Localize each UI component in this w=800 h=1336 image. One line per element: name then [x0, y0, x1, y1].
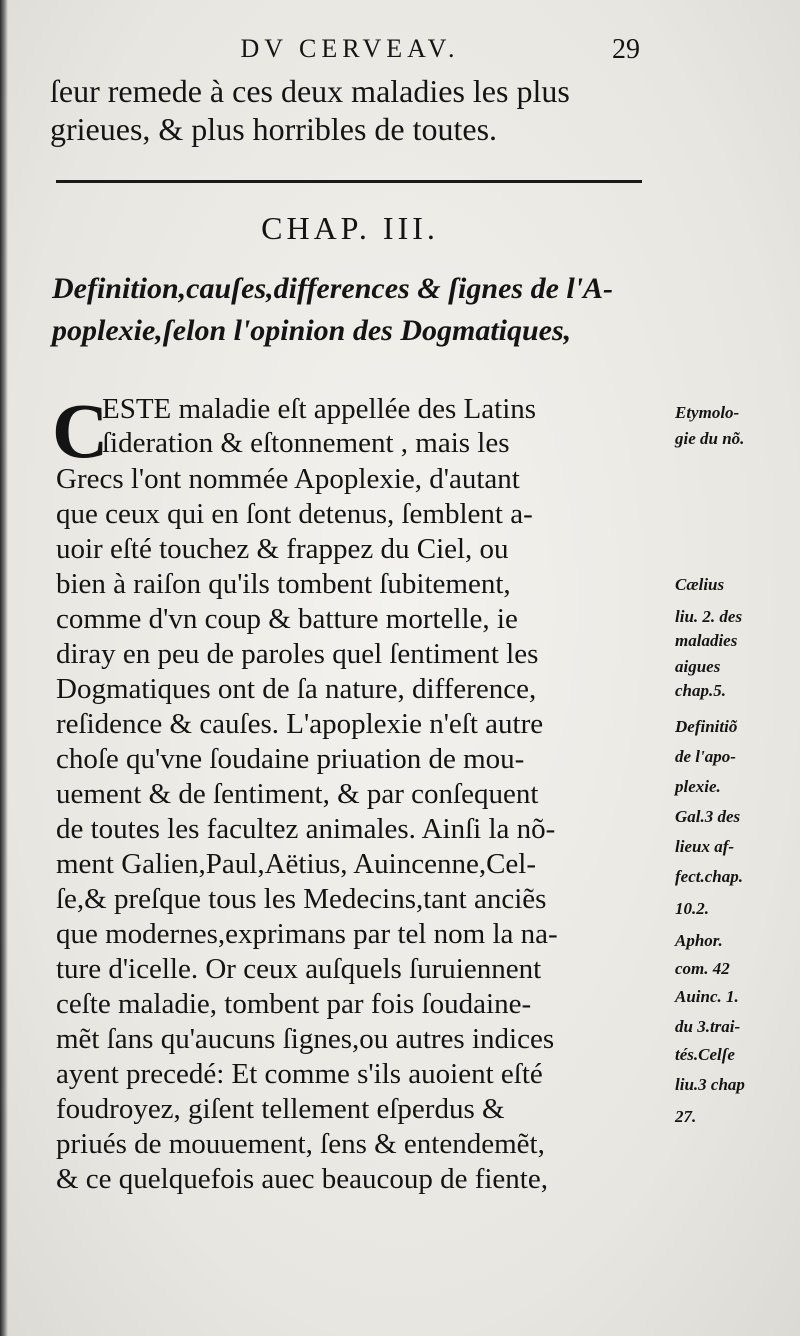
- body-line: Grecs l'ont nommée Apoplexie, d'autant: [56, 463, 520, 495]
- margin-note: com. 42: [675, 959, 730, 978]
- body-line: que ceux qui en ſont detenus, ſemblent a-: [56, 498, 533, 530]
- margin-note: 10.2.: [675, 899, 709, 918]
- body-line: Dogmatiques ont de ſa nature, difference,: [56, 673, 537, 705]
- chapter-heading: CHAP. III.: [261, 210, 439, 246]
- margin-note: Auinc. 1.: [675, 987, 739, 1006]
- margin-note: aigues: [675, 657, 721, 676]
- margin-note: lieux af-: [675, 837, 735, 856]
- margin-note: maladies: [675, 631, 738, 650]
- margin-note: plexie.: [675, 777, 721, 796]
- margin-note: liu.3 chap: [675, 1075, 745, 1094]
- body-line: bien à raiſon qu'ils tombent ſubitement,: [56, 568, 511, 600]
- body-line: mẽt ſans qu'aucuns ſignes,ou autres indices: [56, 1023, 555, 1055]
- body-line: comme d'vn coup & batture mortelle, ie: [56, 603, 518, 635]
- margin-note: fect.chap.: [675, 867, 743, 886]
- running-head: DV CERVEAV.: [240, 34, 460, 63]
- body-line: ceſte maladie, tombent par fois ſoudaine-: [56, 988, 532, 1020]
- page-number: 29: [612, 34, 640, 65]
- page-edge-shadow: [0, 0, 8, 1336]
- margin-note: Aphor.: [675, 931, 723, 950]
- body-line: priués de mouuement, ſens & entendemẽt,: [56, 1128, 545, 1160]
- body-line: ture d'icelle. Or ceux auſquels ſuruiennent: [56, 953, 542, 985]
- body-line: ſideration & eſtonnement , mais les: [102, 427, 510, 459]
- body-line: foudroyez, giſent tellement eſperdus &: [56, 1093, 505, 1125]
- body-line: de toutes les facultez animales. Ainſi la nõ-: [56, 813, 556, 845]
- drop-cap: C: [52, 387, 109, 474]
- body-line: diray en peu de paroles quel ſentiment les: [56, 638, 539, 670]
- body-line: ayent precedé: Et comme s'ils auoient eſté: [56, 1058, 543, 1090]
- margin-note: Definitiõ: [675, 717, 738, 736]
- body-line: ſe,& preſque tous les Medecins,tant anciẽs: [56, 883, 547, 915]
- body-line: ment Galien,Paul,Aëtius, Auincenne,Cel-: [56, 848, 537, 880]
- margin-note: liu. 2. des: [675, 607, 743, 626]
- carryover-line: grieues, & plus horribles de toutes.: [50, 111, 498, 147]
- body-line: que modernes,exprimans par tel nom la na-: [56, 918, 558, 950]
- body-line: uement & de ſentiment, & par conſequent: [56, 778, 539, 810]
- section-rule: [56, 180, 642, 183]
- margin-note: 27.: [675, 1107, 697, 1126]
- chapter-title-line: poplexie,ſelon l'opinion des Dogmatiques,: [52, 314, 572, 347]
- margin-note: du 3.trai-: [675, 1017, 741, 1036]
- body-line: choſe qu'vne ſoudaine priuation de mou-: [56, 743, 525, 775]
- carryover-line: ſeur remede à ces deux maladies les plus: [50, 73, 570, 109]
- margin-note: Gal.3 des: [675, 807, 741, 826]
- margin-note: tés.Celſe: [675, 1045, 735, 1064]
- margin-note: gie du nõ.: [675, 429, 745, 448]
- body-line: & ce quelquefois auec beaucoup de fiente,: [56, 1163, 548, 1195]
- chapter-title-line: Definition,cauſes,differences & ſignes de l'A-: [52, 272, 614, 305]
- body-line: ESTE maladie eſt appellée des Latins: [102, 393, 537, 425]
- margin-note: de l'apo-: [675, 747, 736, 766]
- margin-note: Etymolo-: [675, 403, 740, 422]
- margin-note: chap.5.: [675, 681, 726, 700]
- body-line: uoir eſté touchez & frappez du Ciel, ou: [56, 533, 509, 565]
- body-line: reſidence & cauſes. L'apoplexie n'eſt autre: [56, 708, 544, 740]
- margin-note: Cælius: [675, 575, 725, 594]
